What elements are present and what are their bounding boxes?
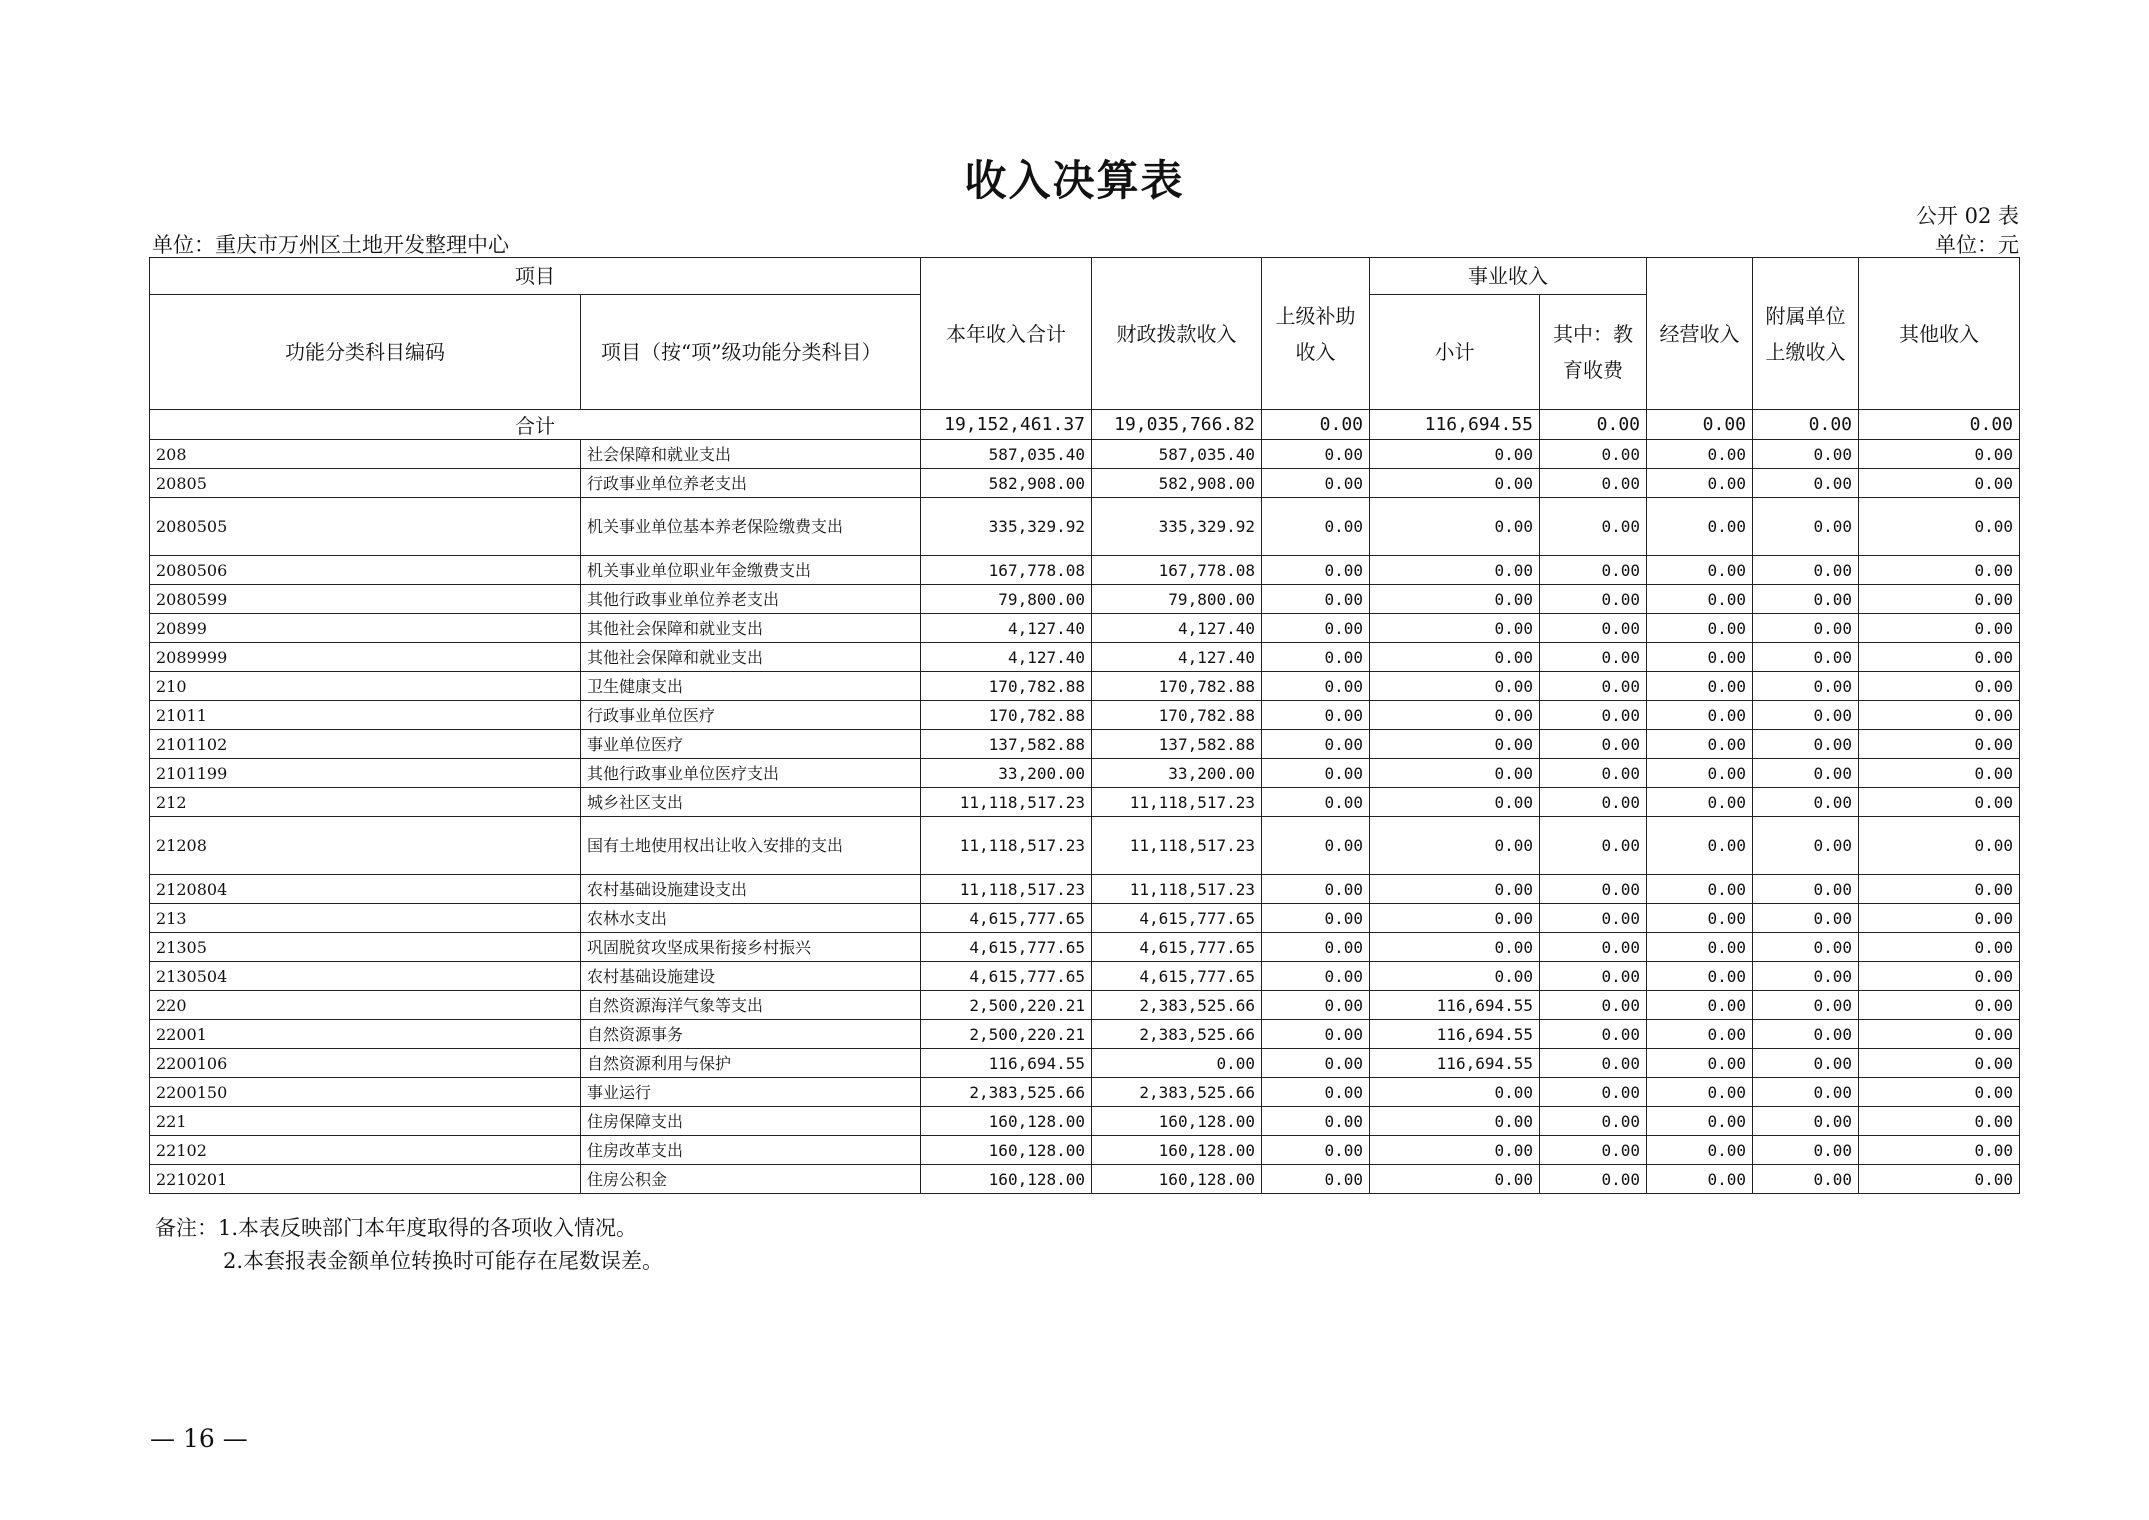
row-name: 其他行政事业单位养老支出	[581, 585, 921, 614]
row-value: 11,118,517.23	[921, 788, 1092, 817]
row-name: 自然资源利用与保护	[581, 1049, 921, 1078]
row-code: 21208	[150, 817, 581, 875]
row-value: 0.00	[1753, 643, 1859, 672]
row-value: 0.00	[1647, 440, 1753, 469]
row-code: 20899	[150, 614, 581, 643]
table-row	[150, 585, 2020, 614]
row-name: 行政事业单位医疗	[581, 701, 921, 730]
row-value: 0.00	[1540, 1136, 1647, 1165]
row-value: 0.00	[1370, 788, 1540, 817]
row-value: 0.00	[1859, 817, 2020, 875]
row-value: 0.00	[1540, 991, 1647, 1020]
row-value: 0.00	[1262, 643, 1370, 672]
row-value: 4,615,777.65	[921, 933, 1092, 962]
row-value: 0.00	[1370, 962, 1540, 991]
table-row	[150, 933, 2020, 962]
row-name: 卫生健康支出	[581, 672, 921, 701]
header-edu: 其中：教育收费	[1540, 295, 1647, 410]
organization-unit: 单位：重庆市万州区土地开发整理中心	[152, 233, 509, 257]
row-name: 社会保障和就业支出	[581, 440, 921, 469]
total-value: 0.00	[1262, 410, 1370, 440]
row-value: 4,615,777.65	[921, 962, 1092, 991]
row-value: 4,615,777.65	[1092, 962, 1262, 991]
note-line: 备注：1.本表反映部门本年度取得的各项收入情况。	[155, 1216, 638, 1240]
row-value: 0.00	[1753, 498, 1859, 556]
row-value: 0.00	[1859, 585, 2020, 614]
table-row	[150, 614, 2020, 643]
row-value: 0.00	[1647, 991, 1753, 1020]
row-value: 0.00	[1262, 672, 1370, 701]
row-value: 0.00	[1370, 1078, 1540, 1107]
row-value: 0.00	[1753, 730, 1859, 759]
table-row	[150, 498, 2020, 556]
row-value: 0.00	[1540, 817, 1647, 875]
row-value: 0.00	[1370, 730, 1540, 759]
row-value: 160,128.00	[921, 1165, 1092, 1194]
row-value: 0.00	[1540, 556, 1647, 585]
row-name: 巩固脱贫攻坚成果衔接乡村振兴	[581, 933, 921, 962]
header-code: 功能分类科目编码	[150, 295, 581, 410]
row-value: 0.00	[1753, 962, 1859, 991]
row-value: 0.00	[1753, 759, 1859, 788]
row-value: 0.00	[1859, 1165, 2020, 1194]
row-value: 0.00	[1647, 643, 1753, 672]
row-value: 0.00	[1753, 1165, 1859, 1194]
table-row	[150, 875, 2020, 904]
row-value: 0.00	[1647, 904, 1753, 933]
row-value: 79,800.00	[1092, 585, 1262, 614]
row-value: 0.00	[1753, 788, 1859, 817]
row-value: 0.00	[1859, 643, 2020, 672]
row-value: 0.00	[1647, 469, 1753, 498]
row-value: 33,200.00	[921, 759, 1092, 788]
row-value: 0.00	[1859, 614, 2020, 643]
table-row	[150, 1107, 2020, 1136]
row-value: 0.00	[1370, 1136, 1540, 1165]
row-value: 0.00	[1370, 498, 1540, 556]
row-code: 22102	[150, 1136, 581, 1165]
row-name: 其他行政事业单位医疗支出	[581, 759, 921, 788]
total-value: 0.00	[1647, 410, 1753, 440]
row-value: 2,383,525.66	[1092, 991, 1262, 1020]
row-code: 21011	[150, 701, 581, 730]
row-value: 0.00	[1753, 701, 1859, 730]
row-name: 国有土地使用权出让收入安排的支出	[581, 817, 921, 875]
table-row	[150, 788, 2020, 817]
row-value: 0.00	[1370, 469, 1540, 498]
row-value: 0.00	[1647, 759, 1753, 788]
row-value: 0.00	[1262, 469, 1370, 498]
row-value: 0.00	[1859, 788, 2020, 817]
row-value: 0.00	[1859, 759, 2020, 788]
row-value: 0.00	[1753, 1020, 1859, 1049]
row-code: 220	[150, 991, 581, 1020]
row-value: 4,615,777.65	[921, 904, 1092, 933]
row-value: 4,615,777.65	[1092, 933, 1262, 962]
row-value: 0.00	[1647, 1107, 1753, 1136]
row-value: 4,127.40	[1092, 643, 1262, 672]
row-value: 0.00	[1859, 1078, 2020, 1107]
total-value: 19,152,461.37	[921, 410, 1092, 440]
row-value: 0.00	[1859, 701, 2020, 730]
table-row	[150, 1078, 2020, 1107]
row-value: 0.00	[1262, 1020, 1370, 1049]
row-value: 167,778.08	[921, 556, 1092, 585]
row-value: 0.00	[1753, 904, 1859, 933]
row-value: 0.00	[1540, 904, 1647, 933]
page-number: — 16 —	[150, 1424, 248, 1453]
row-value: 0.00	[1753, 556, 1859, 585]
row-code: 2101199	[150, 759, 581, 788]
row-value: 0.00	[1262, 904, 1370, 933]
row-value: 0.00	[1647, 672, 1753, 701]
total-value: 116,694.55	[1370, 410, 1540, 440]
row-value: 0.00	[1540, 672, 1647, 701]
row-value: 0.00	[1859, 875, 2020, 904]
total-value: 0.00	[1753, 410, 1859, 440]
row-value: 582,908.00	[921, 469, 1092, 498]
row-code: 2089999	[150, 643, 581, 672]
row-name: 农村基础设施建设支出	[581, 875, 921, 904]
row-value: 0.00	[1370, 904, 1540, 933]
row-value: 0.00	[1370, 1165, 1540, 1194]
row-value: 0.00	[1753, 469, 1859, 498]
row-value: 160,128.00	[1092, 1107, 1262, 1136]
row-value: 0.00	[1262, 1078, 1370, 1107]
row-value: 0.00	[1647, 1165, 1753, 1194]
row-value: 0.00	[1859, 1020, 2020, 1049]
table-row	[150, 643, 2020, 672]
total-value: 0.00	[1859, 410, 2020, 440]
row-value: 0.00	[1540, 701, 1647, 730]
row-value: 160,128.00	[921, 1136, 1092, 1165]
row-value: 0.00	[1540, 962, 1647, 991]
row-value: 2,383,525.66	[921, 1078, 1092, 1107]
row-value: 0.00	[1647, 1049, 1753, 1078]
row-value: 0.00	[1262, 759, 1370, 788]
row-value: 0.00	[1262, 701, 1370, 730]
row-value: 0.00	[1262, 614, 1370, 643]
income-table	[149, 257, 2020, 1194]
row-value: 137,582.88	[921, 730, 1092, 759]
row-value: 116,694.55	[1370, 1020, 1540, 1049]
form-number: 公开 02 表	[1915, 204, 2019, 228]
row-code: 21305	[150, 933, 581, 962]
row-value: 0.00	[1753, 1049, 1859, 1078]
table-row	[150, 672, 2020, 701]
table-row	[150, 991, 2020, 1020]
row-value: 0.00	[1370, 817, 1540, 875]
row-value: 587,035.40	[1092, 440, 1262, 469]
row-value: 11,118,517.23	[1092, 788, 1262, 817]
row-code: 2101102	[150, 730, 581, 759]
header-subsidy: 上级补助收入	[1262, 258, 1370, 410]
row-value: 0.00	[1647, 556, 1753, 585]
row-code: 20805	[150, 469, 581, 498]
row-value: 0.00	[1540, 1165, 1647, 1194]
row-value: 0.00	[1262, 875, 1370, 904]
row-value: 0.00	[1647, 498, 1753, 556]
row-name: 城乡社区支出	[581, 788, 921, 817]
row-code: 208	[150, 440, 581, 469]
row-value: 137,582.88	[1092, 730, 1262, 759]
row-value: 0.00	[1262, 556, 1370, 585]
total-value: 19,035,766.82	[1092, 410, 1262, 440]
row-value: 33,200.00	[1092, 759, 1262, 788]
row-value: 0.00	[1753, 991, 1859, 1020]
row-code: 2200150	[150, 1078, 581, 1107]
row-value: 0.00	[1859, 730, 2020, 759]
row-value: 0.00	[1370, 643, 1540, 672]
row-value: 0.00	[1859, 672, 2020, 701]
row-value: 0.00	[1647, 817, 1753, 875]
row-value: 0.00	[1540, 469, 1647, 498]
row-value: 0.00	[1647, 788, 1753, 817]
row-name: 其他社会保障和就业支出	[581, 643, 921, 672]
row-name: 自然资源海洋气象等支出	[581, 991, 921, 1020]
table-row	[150, 730, 2020, 759]
row-value: 0.00	[1859, 498, 2020, 556]
row-code: 212	[150, 788, 581, 817]
row-value: 0.00	[1540, 933, 1647, 962]
row-value: 335,329.92	[1092, 498, 1262, 556]
row-value: 0.00	[1262, 1136, 1370, 1165]
row-value: 0.00	[1370, 933, 1540, 962]
row-name: 自然资源事务	[581, 1020, 921, 1049]
row-code: 210	[150, 672, 581, 701]
total-label: 合计	[150, 410, 921, 440]
row-value: 0.00	[1540, 759, 1647, 788]
page-title: 收入决算表	[964, 156, 1185, 205]
row-name: 事业单位医疗	[581, 730, 921, 759]
total-row	[150, 410, 2020, 440]
row-value: 0.00	[1370, 440, 1540, 469]
row-value: 160,128.00	[1092, 1136, 1262, 1165]
row-name: 机关事业单位职业年金缴费支出	[581, 556, 921, 585]
row-value: 0.00	[1540, 643, 1647, 672]
table-row	[150, 1165, 2020, 1194]
row-value: 0.00	[1370, 556, 1540, 585]
row-value: 0.00	[1859, 469, 2020, 498]
row-value: 2,500,220.21	[921, 991, 1092, 1020]
row-value: 4,127.40	[921, 614, 1092, 643]
row-value: 170,782.88	[1092, 672, 1262, 701]
header-name: 项目（按“项”级功能分类科目）	[581, 295, 921, 410]
row-name: 机关事业单位基本养老保险缴费支出	[581, 498, 921, 556]
table-row	[150, 556, 2020, 585]
row-value: 0.00	[1370, 614, 1540, 643]
row-value: 0.00	[1859, 933, 2020, 962]
row-name: 农村基础设施建设	[581, 962, 921, 991]
row-code: 2130504	[150, 962, 581, 991]
row-value: 0.00	[1647, 585, 1753, 614]
row-value: 0.00	[1753, 933, 1859, 962]
row-value: 0.00	[1262, 962, 1370, 991]
row-code: 2080599	[150, 585, 581, 614]
row-value: 0.00	[1647, 1020, 1753, 1049]
row-value: 0.00	[1540, 440, 1647, 469]
header-business-income: 事业收入	[1370, 258, 1647, 295]
row-code: 2120804	[150, 875, 581, 904]
row-value: 170,782.88	[921, 701, 1092, 730]
row-value: 0.00	[1540, 585, 1647, 614]
row-code: 213	[150, 904, 581, 933]
row-value: 0.00	[1370, 759, 1540, 788]
row-value: 0.00	[1540, 1078, 1647, 1107]
row-value: 0.00	[1540, 1049, 1647, 1078]
row-name: 农林水支出	[581, 904, 921, 933]
row-value: 0.00	[1647, 933, 1753, 962]
row-name: 事业运行	[581, 1078, 921, 1107]
row-value: 116,694.55	[1370, 991, 1540, 1020]
row-value: 0.00	[1262, 440, 1370, 469]
row-code: 2200106	[150, 1049, 581, 1078]
row-code: 22001	[150, 1020, 581, 1049]
row-value: 0.00	[1859, 991, 2020, 1020]
row-value: 0.00	[1859, 556, 2020, 585]
note-line: 2.本套报表金额单位转换时可能存在尾数误差。	[223, 1249, 664, 1273]
table-row	[150, 440, 2020, 469]
row-value: 11,118,517.23	[1092, 817, 1262, 875]
row-value: 11,118,517.23	[921, 875, 1092, 904]
row-value: 587,035.40	[921, 440, 1092, 469]
row-value: 0.00	[1859, 1136, 2020, 1165]
row-code: 2080506	[150, 556, 581, 585]
table-row	[150, 817, 2020, 875]
header-subtotal: 小计	[1370, 295, 1540, 410]
row-value: 11,118,517.23	[1092, 875, 1262, 904]
row-name: 住房公积金	[581, 1165, 921, 1194]
row-value: 11,118,517.23	[921, 817, 1092, 875]
table-row	[150, 1020, 2020, 1049]
table-row	[150, 904, 2020, 933]
header-other: 其他收入	[1859, 258, 2020, 410]
table-row	[150, 1049, 2020, 1078]
row-value: 0.00	[1262, 498, 1370, 556]
row-value: 0.00	[1370, 585, 1540, 614]
header-fiscal: 财政拨款收入	[1092, 258, 1262, 410]
row-value: 0.00	[1540, 730, 1647, 759]
row-value: 0.00	[1859, 440, 2020, 469]
row-code: 2080505	[150, 498, 581, 556]
row-value: 0.00	[1540, 788, 1647, 817]
row-value: 4,127.40	[1092, 614, 1262, 643]
notes	[155, 1212, 663, 1278]
row-value: 0.00	[1859, 962, 2020, 991]
row-value: 0.00	[1262, 1107, 1370, 1136]
row-value: 0.00	[1540, 498, 1647, 556]
row-value: 0.00	[1370, 875, 1540, 904]
row-value: 2,383,525.66	[1092, 1078, 1262, 1107]
row-value: 160,128.00	[1092, 1165, 1262, 1194]
header-project: 项目	[150, 258, 921, 295]
row-value: 2,500,220.21	[921, 1020, 1092, 1049]
row-value: 0.00	[1092, 1049, 1262, 1078]
row-value: 0.00	[1370, 672, 1540, 701]
row-value: 116,694.55	[921, 1049, 1092, 1078]
row-name: 其他社会保障和就业支出	[581, 614, 921, 643]
row-value: 0.00	[1540, 1107, 1647, 1136]
row-value: 0.00	[1647, 1136, 1753, 1165]
table-row	[150, 469, 2020, 498]
row-value: 167,778.08	[1092, 556, 1262, 585]
row-value: 0.00	[1647, 701, 1753, 730]
table-row	[150, 701, 2020, 730]
row-value: 0.00	[1540, 875, 1647, 904]
row-value: 0.00	[1647, 614, 1753, 643]
row-value: 0.00	[1753, 672, 1859, 701]
row-value: 0.00	[1753, 585, 1859, 614]
row-value: 0.00	[1859, 904, 2020, 933]
row-value: 0.00	[1262, 817, 1370, 875]
row-value: 0.00	[1262, 1165, 1370, 1194]
row-value: 0.00	[1753, 440, 1859, 469]
row-value: 0.00	[1859, 1049, 2020, 1078]
table-row	[150, 1136, 2020, 1165]
row-value: 0.00	[1370, 701, 1540, 730]
row-value: 160,128.00	[921, 1107, 1092, 1136]
row-name: 行政事业单位养老支出	[581, 469, 921, 498]
header-operating: 经营收入	[1647, 258, 1753, 410]
row-value: 116,694.55	[1370, 1049, 1540, 1078]
row-value: 0.00	[1540, 1020, 1647, 1049]
row-value: 0.00	[1647, 730, 1753, 759]
row-value: 170,782.88	[921, 672, 1092, 701]
row-value: 0.00	[1262, 1049, 1370, 1078]
row-value: 0.00	[1753, 1078, 1859, 1107]
row-value: 0.00	[1647, 1078, 1753, 1107]
total-value: 0.00	[1540, 410, 1647, 440]
table-row	[150, 962, 2020, 991]
row-name: 住房改革支出	[581, 1136, 921, 1165]
row-code: 221	[150, 1107, 581, 1136]
row-value: 4,615,777.65	[1092, 904, 1262, 933]
header-total: 本年收入合计	[921, 258, 1092, 410]
row-value: 0.00	[1647, 962, 1753, 991]
row-value: 582,908.00	[1092, 469, 1262, 498]
row-value: 0.00	[1753, 875, 1859, 904]
row-value: 170,782.88	[1092, 701, 1262, 730]
row-value: 0.00	[1262, 585, 1370, 614]
row-value: 0.00	[1753, 1136, 1859, 1165]
row-value: 0.00	[1262, 933, 1370, 962]
row-value: 335,329.92	[921, 498, 1092, 556]
row-value: 0.00	[1753, 817, 1859, 875]
row-code: 2210201	[150, 1165, 581, 1194]
row-value: 4,127.40	[921, 643, 1092, 672]
currency-unit: 单位：元	[1935, 233, 2019, 257]
row-value: 0.00	[1753, 614, 1859, 643]
row-value: 0.00	[1370, 1107, 1540, 1136]
row-name: 住房保障支出	[581, 1107, 921, 1136]
row-value: 0.00	[1647, 875, 1753, 904]
row-value: 79,800.00	[921, 585, 1092, 614]
row-value: 0.00	[1753, 1107, 1859, 1136]
row-value: 0.00	[1859, 1107, 2020, 1136]
row-value: 0.00	[1540, 614, 1647, 643]
row-value: 0.00	[1262, 730, 1370, 759]
row-value: 0.00	[1262, 991, 1370, 1020]
row-value: 0.00	[1262, 788, 1370, 817]
row-value: 2,383,525.66	[1092, 1020, 1262, 1049]
header-affiliated: 附属单位上缴收入	[1753, 258, 1859, 410]
table-row	[150, 759, 2020, 788]
